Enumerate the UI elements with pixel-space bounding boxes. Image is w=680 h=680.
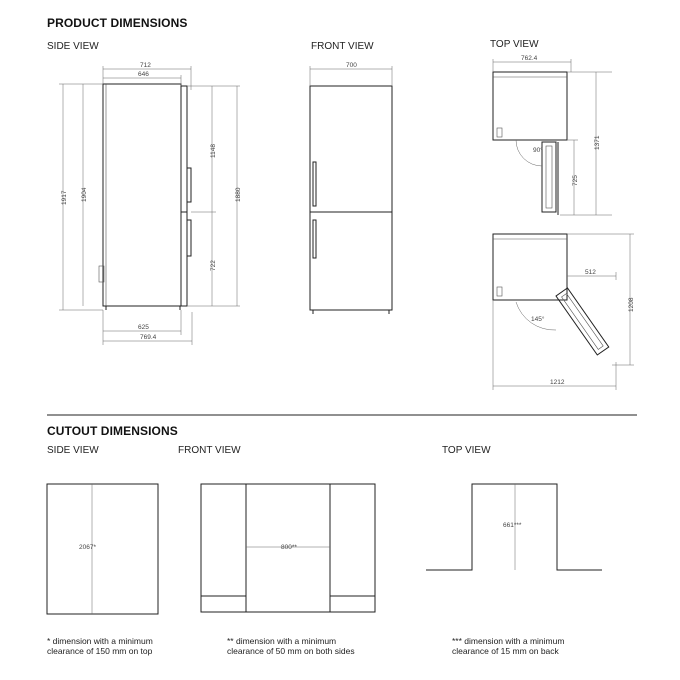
product-top-view-145 (493, 234, 635, 390)
front-cabinet (310, 86, 392, 310)
dim-712-text: 712 (140, 62, 151, 69)
product-side-view (59, 62, 242, 345)
dim-625-text: 625 (138, 324, 149, 331)
cutout-note-sides: ** dimension with a minimum clearance of 50 mm on both sides (227, 636, 355, 656)
dim-1148-text: 1148 (210, 144, 217, 158)
dim-700-text: 700 (346, 62, 357, 69)
cutout-front-dim-text: 800** (281, 544, 297, 551)
dim-646-text: 646 (138, 71, 149, 78)
dim-512-text: 512 (585, 269, 596, 276)
product-front-view (310, 62, 392, 314)
side-door (181, 86, 187, 306)
front-top-handle (313, 162, 316, 206)
dim-1880-text: 1880 (235, 187, 242, 202)
dim-722-text: 722 (210, 260, 217, 271)
dim-1212-text: 1212 (550, 379, 565, 386)
cutout-front-view (201, 484, 375, 612)
angle-90-text: 90° (533, 147, 543, 154)
top-door-90 (542, 142, 556, 212)
cutout-front-view-label: FRONT VIEW (178, 445, 241, 456)
dim-1371-text: 1371 (594, 135, 601, 150)
cutout-side-niche (47, 484, 158, 614)
cutout-side-dim-text: 2067* (79, 544, 96, 551)
cutout-side-view (47, 484, 158, 614)
dim-725-text: 725 (572, 175, 579, 186)
cutout-note-back: *** dimension with a minimum clearance of 15 mm on back (452, 636, 565, 656)
side-bottom-handle (187, 220, 191, 256)
cutout-note-top: * dimension with a minimum clearance of 150 mm on top (47, 636, 153, 656)
dim-769-text: 769.4 (140, 334, 157, 341)
front-bottom-handle (313, 220, 316, 258)
top-view-label: TOP VIEW (490, 39, 539, 50)
cutout-top-view (426, 484, 602, 570)
dim-1917-text: 1917 (61, 190, 68, 205)
front-view-label: FRONT VIEW (311, 41, 374, 52)
side-top-handle (187, 168, 191, 202)
top-cabinet-2 (493, 234, 567, 300)
cutout-side-view-label: SIDE VIEW (47, 445, 99, 456)
cutout-top-dim-text: 661*** (503, 522, 522, 529)
dim-1904-text: 1904 (81, 187, 88, 202)
side-view-label: SIDE VIEW (47, 41, 99, 52)
top-cabinet-1 (493, 72, 567, 140)
side-cabinet-body (103, 84, 181, 306)
top-door-145 (556, 288, 609, 355)
product-dimensions-heading: PRODUCT DIMENSIONS (47, 16, 188, 30)
cutout-top-view-label: TOP VIEW (442, 445, 491, 456)
angle-145-text: 145° (531, 316, 545, 323)
dim-762-text: 762.4 (521, 55, 538, 62)
dim-1208-text: 1208 (628, 297, 635, 312)
product-top-view-90 (493, 55, 612, 215)
cutout-dimensions-heading: CUTOUT DIMENSIONS (47, 424, 178, 438)
